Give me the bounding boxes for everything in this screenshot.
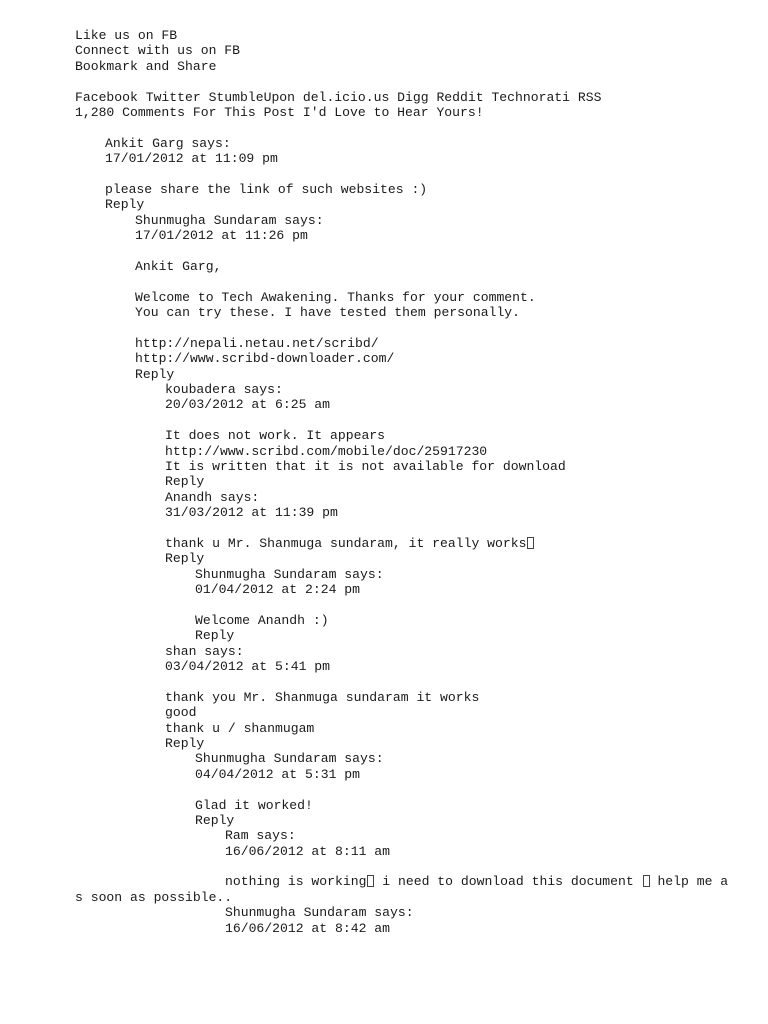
- reply-link[interactable]: Reply: [165, 474, 205, 490]
- comment-date[interactable]: 03/04/2012 at 5:41 pm: [165, 659, 331, 675]
- comment-author: Ram says:: [225, 828, 296, 844]
- comment-text: It is written that it is not available for download: [165, 458, 566, 474]
- comment-text: Welcome to Tech Awakening. Thanks for your comment.: [135, 289, 536, 305]
- comment-link[interactable]: http://www.scribd.com/mobile/doc/25917230: [165, 443, 488, 459]
- comment-text: good: [165, 705, 197, 721]
- comment-link[interactable]: http://www.scribd-downloader.com/: [135, 351, 395, 367]
- comment-text: It does not work. It appears: [165, 428, 386, 444]
- reply-link[interactable]: Reply: [105, 197, 145, 213]
- comment-author: shan says:: [165, 643, 244, 659]
- comment-text: Glad it worked!: [195, 797, 313, 813]
- bookmark-share-link[interactable]: Bookmark and Share: [75, 58, 217, 74]
- comment-date[interactable]: 01/04/2012 at 2:24 pm: [195, 582, 361, 598]
- reply-link[interactable]: Reply: [165, 735, 205, 751]
- comment-text: please share the link of such websites :): [105, 181, 428, 197]
- comment-author: Ankit Garg says:: [105, 135, 231, 151]
- comment-date[interactable]: 17/01/2012 at 11:09 pm: [105, 151, 278, 167]
- social-links[interactable]: Facebook Twitter StumbleUpon del.icio.us Digg Reddit Technorati RSS: [75, 89, 602, 105]
- comment-date[interactable]: 16/06/2012 at 8:11 am: [225, 843, 391, 859]
- comment-date[interactable]: 04/04/2012 at 5:31 pm: [195, 766, 361, 782]
- comment-text: You can try these. I have tested them personally.: [135, 305, 521, 321]
- comment-date[interactable]: 16/06/2012 at 8:42 am: [225, 920, 391, 936]
- comment-text: nothing is working i need to download this document help me a: [225, 874, 729, 890]
- missing-glyph-icon: [643, 875, 650, 887]
- reply-link[interactable]: Reply: [195, 628, 235, 644]
- comment-text: Welcome Anandh :): [195, 612, 329, 628]
- comment-date[interactable]: 31/03/2012 at 11:39 pm: [165, 505, 338, 521]
- comment-author: Shunmugha Sundaram says:: [195, 566, 384, 582]
- comment-date[interactable]: 20/03/2012 at 6:25 am: [165, 397, 331, 413]
- comment-text: thank u Mr. Shanmuga sundaram, it really works: [75, 536, 715, 551]
- text-content: [75, 28, 729, 936]
- connect-fb-link[interactable]: Connect with us on FB: [75, 43, 241, 59]
- reply-link[interactable]: Reply: [165, 551, 205, 567]
- comment-date[interactable]: 17/01/2012 at 11:26 pm: [135, 228, 308, 244]
- missing-glyph-icon: [527, 537, 534, 549]
- comment-author: Shunmugha Sundaram says:: [135, 212, 324, 228]
- comment-link[interactable]: http://nepali.netau.net/scribd/: [135, 335, 379, 351]
- comment-text: thank u / shanmugam: [165, 720, 315, 736]
- like-fb-link[interactable]: Like us on FB: [75, 28, 178, 43]
- comment-author: Anandh says:: [165, 489, 260, 505]
- reply-link[interactable]: Reply: [195, 812, 235, 828]
- comments-header: 1,280 Comments For This Post I'd Love to Hear Yours!: [75, 104, 484, 120]
- reply-link[interactable]: Reply: [135, 366, 175, 382]
- comment-text: s soon as possible..: [75, 889, 233, 905]
- comment-text: thank you Mr. Shanmuga sundaram it works: [165, 689, 480, 705]
- comment-author: koubadera says:: [165, 381, 283, 397]
- comment-author: Shunmugha Sundaram says:: [225, 905, 414, 921]
- comment-text: Ankit Garg,: [135, 258, 222, 274]
- comment-author: Shunmugha Sundaram says:: [195, 751, 384, 767]
